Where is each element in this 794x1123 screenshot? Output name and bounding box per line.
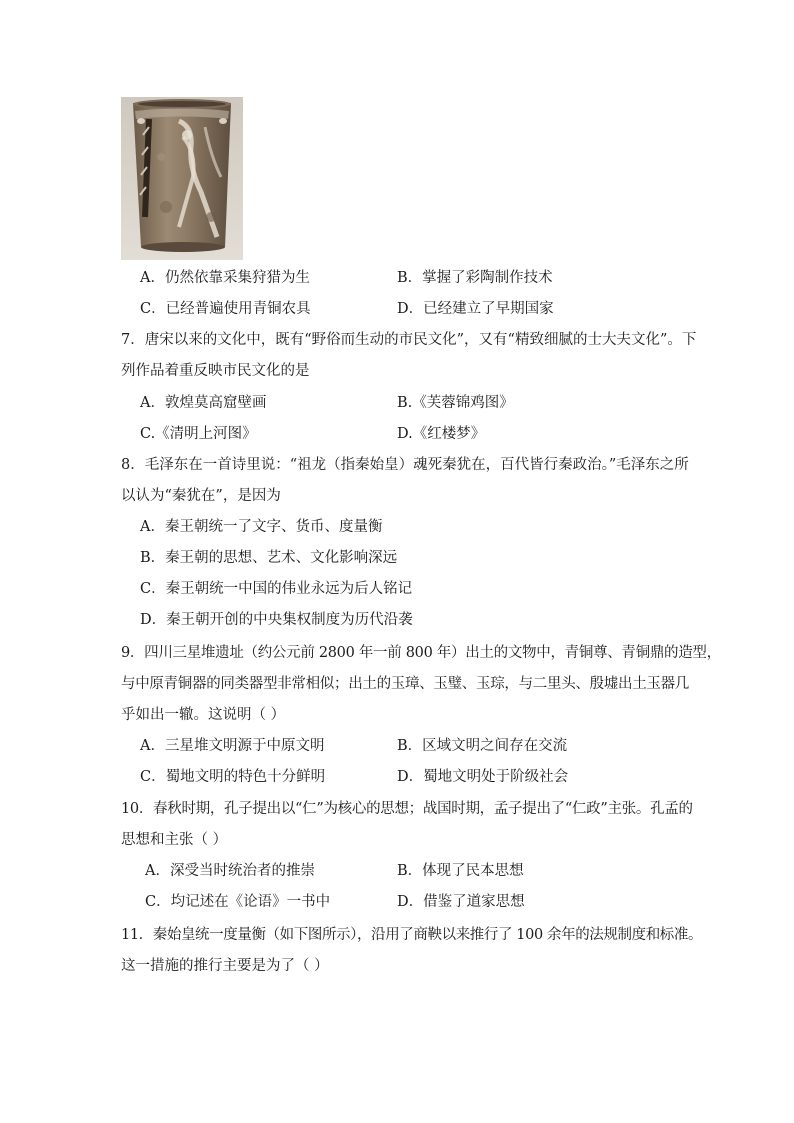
q6-option-c: C．已经普遍使用青铜农具 <box>140 301 311 317</box>
q10-option-a: A．深受当时统治者的推崇 <box>145 863 315 879</box>
q6-option-b: B．掌握了彩陶制作技术 <box>397 270 553 286</box>
q10-stem-line1: 10．春秋时期，孔子提出以“仁”为核心的思想；战国时期，孟子提出了“仁政”主张。孔孟的 <box>121 801 693 817</box>
q8-option-d: D．秦王朝开创的中央集权制度为历代沿袭 <box>140 612 413 628</box>
q6-option-a: A．仍然依靠采集狩猎为生 <box>140 270 310 286</box>
q8-option-b: B．秦王朝的思想、艺术、文化影响深远 <box>140 550 398 566</box>
q6-option-d: D．已经建立了早期国家 <box>397 301 554 317</box>
q9-stem-line3: 乎如出一辙。这说明（ ） <box>121 707 286 723</box>
q11-stem-line1: 11．秦始皇统一度量衡（如下图所示），沿用了商鞅以来推行了 100 余年的法规制度和标准。 <box>121 927 703 943</box>
q10-option-d: D．借鉴了道家思想 <box>397 894 525 910</box>
q9-option-d: D．蜀地文明处于阶级社会 <box>397 769 569 785</box>
q7-option-d: D.《红楼梦》 <box>397 426 486 442</box>
q11-stem-line2: 这一措施的推行主要是为了（ ） <box>121 958 329 974</box>
q7-option-c: C.《清明上河图》 <box>140 426 257 442</box>
q9-stem-line1: 9．四川三星堆遗址（约公元前 2800 年一前 800 年）出土的文物中，青铜尊、青铜鼎的造型， <box>121 645 721 661</box>
q9-option-c: C．蜀地文明的特色十分鲜明 <box>140 769 326 785</box>
q10-stem-line2: 思想和主张（ ） <box>121 832 228 848</box>
q9-option-b: B．区域文明之间存在交流 <box>397 738 568 754</box>
q7-stem-line1: 7．唐宋以来的文化中，既有“野俗而生动的市民文化”，又有“精致细腻的士大夫文化”。下 <box>121 332 697 348</box>
pottery-image <box>121 97 243 260</box>
q7-stem-line2: 列作品着重反映市民文化的是 <box>121 363 310 379</box>
q10-option-c: C．均记述在《论语》一书中 <box>145 894 331 910</box>
q8-stem-line2: 以认为“秦犹在”，是因为 <box>121 488 281 504</box>
q8-option-a: A．秦王朝统一了文字、货币、度量衡 <box>140 519 383 535</box>
q9-option-a: A．三星堆文明源于中原文明 <box>140 738 325 754</box>
q9-stem-line2: 与中原青铜器的同类器型非常相似；出土的玉璋、玉璧、玉琮，与二里头、殷墟出土玉器几 <box>121 676 689 692</box>
q10-option-b: B．体现了民本思想 <box>397 863 524 879</box>
q7-option-b: B.《芙蓉锦鸡图》 <box>397 395 514 411</box>
q8-stem-line1: 8．毛泽东在一首诗里说：“祖龙（指秦始皇）魂死秦犹在，百代皆行秦政治。”毛泽东之所 <box>121 457 689 473</box>
q7-option-a: A．敦煌莫高窟壁画 <box>140 395 267 411</box>
q8-option-c: C．秦王朝统一中国的伟业永远为后人铭记 <box>140 581 413 597</box>
painted-pottery-vessel-drawing <box>121 97 243 260</box>
